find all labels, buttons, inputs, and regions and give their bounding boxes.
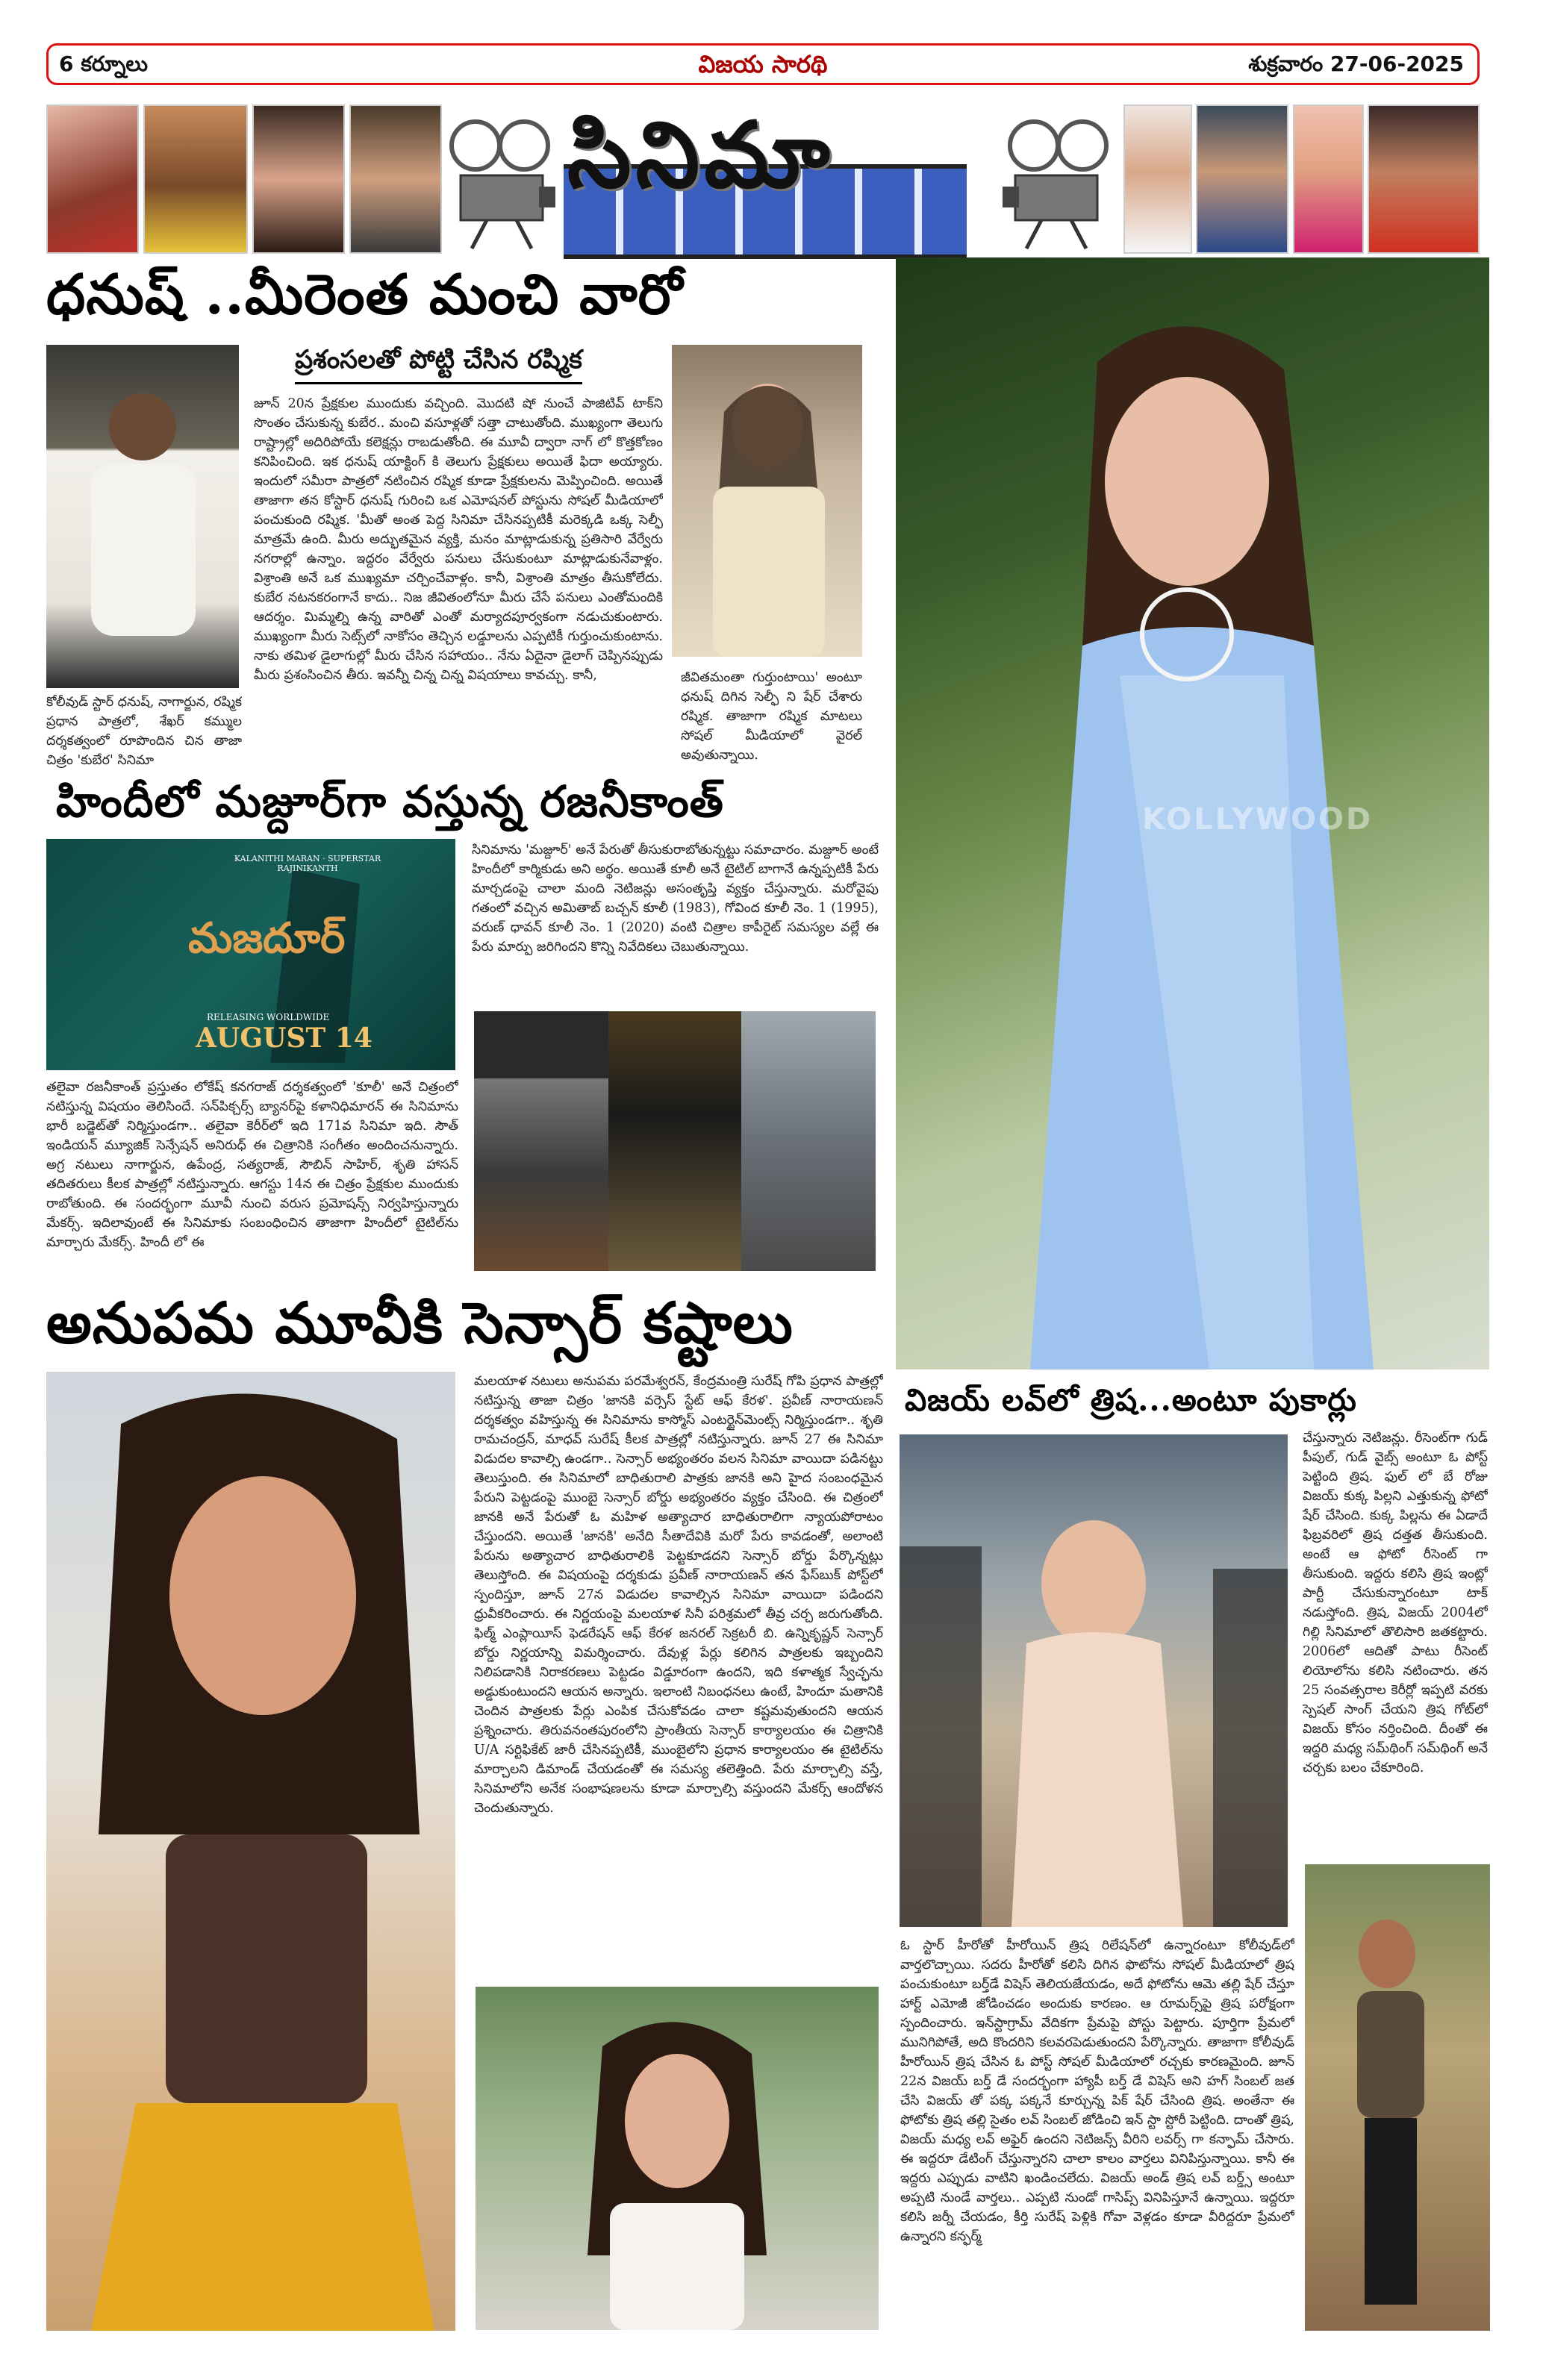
page-header-bar xyxy=(46,43,1480,85)
story3-headline: అనుపమ మూవీకి సెన్సార్ కష్టాలు xyxy=(46,1290,794,1356)
issue-date: శుక్రవారం 27-06-2025 xyxy=(1248,51,1464,76)
banner-thumb-6 xyxy=(1196,104,1288,254)
photo-watermark: KOLLYWOOD xyxy=(1142,802,1374,837)
dhanush-photo xyxy=(46,345,239,688)
story2-body2: తలైవా రజనీకాంత్ ప్రస్తుతం లోకేష్ కనగరాజ్ దర్శకత్వంలో 'కూలీ' అనే చిత్రంలో నటిస్తున్న విషయం తెలిసిందే. సన్‌పిక్చర్స్ బ్యానర్‌పై కళానిధిమారన్ ఈ సినిమాను భారీ బడ్జెట్‌తో నిర్మిస్తుండగా.. తలైవా కెరీర్‌లో ఇది 171వ సినిమా ఇది. సౌత్ ఇండియన్ మ్యూజిక్ సెన్సేషన్ అనిరుధ్ ఈ చిత్రానికి సంగీతం అందించనున్నారు. అగ్ర నటులు నాగార్జున, ఉపేంద్ర, సత్యరాజ్, సౌబిన్ సాహిర్, శృతి హాసన్ తదితరులు కీలక పాత్రల్లో నటిస్తున్నారు. ఆగస్టు 14న ఈ చిత్రం ప్రేక్షకుల ముందుకు రాబోతుంది. ఈ సందర్భంగా మూవీ నుంచి వరుస ప్రమోషన్స్ నిర్వహిస్తున్నారు మేకర్స్. ఇదిలావుంటే ఈ సినిమాకు సంబంధించిన తాజాగా హిందీలో టైటిల్‌ను మార్చారు మేకర్స్. హిందీ లో ఈ xyxy=(46,1080,458,1250)
banner-projector-left xyxy=(442,116,558,250)
story1-continuation: జీవితమంతా గుర్తుంటాయి' అంటూ ధనుష్ దిగిన సెల్ఫీ ని షేర్ చేశారు రష్మిక. తాజాగా రష్మిక మాటలు సోషల్ మీడియాలో వైరల్ అవుతున్నాయి. xyxy=(681,670,862,763)
banner-thumb-7 xyxy=(1293,104,1364,254)
story1-headline: ధనుష్ ..మీరెంత మంచి వారో xyxy=(46,263,684,327)
poster-credits: KALANITHI MARAN · SUPERSTAR RAJINIKANTH xyxy=(234,854,381,873)
coolie-collage-photo xyxy=(474,1011,876,1271)
banner-thumb-3 xyxy=(252,104,345,254)
actress-blue-saree-photo xyxy=(896,257,1489,1369)
story4-headline: విజయ్ లవ్‌లో త్రిష...అంటూ పుకార్లు xyxy=(905,1382,1357,1418)
trisha-dance-photo xyxy=(900,1434,1288,1927)
newspaper-name: విజయ సారథి xyxy=(698,50,828,78)
coolie-hindi-poster xyxy=(46,839,455,1070)
banner-thumb-5 xyxy=(1123,104,1192,254)
banner-thumb-1 xyxy=(46,104,139,254)
collage-center-panel xyxy=(608,1011,741,1271)
vijay-photo xyxy=(1305,1864,1490,2331)
rashmika-photo xyxy=(672,345,862,657)
story1-body: జూన్ 20న ప్రేక్షకుల ముందుకు వచ్చింది. మొదటి షో నుంచే పాజిటివ్ టాక్‌ని సొంతం చేసుకున్న కుబేర.. మంచి వసూళ్లతో సత్తా చాటుతోంది. ముఖ్యంగా తెలుగు రాష్ట్రాల్లో అదిరిపోయే కలెక్షన్లు రాబడుతోంది. ఈ మూవీ ద్వారా నాగ్ లో కొత్తకోణం కనిపించింది. ఇక ధనుష్ యాక్టింగ్ కి తెలుగు ప్రేక్షకులు అయితే ఫిదా అయ్యారు. ఇందులో సమీరా పాత్రలో నటించిన రష్మిక కూడా ప్రేక్షకులను మెప్పించింది. అయితే తాజాగా తన కోస్టార్ ధనుష్ గురించి ఒక ఎమోషనల్ పోస్టును సోషల్ మీడియాలో పంచుకుంది రష్మిక. 'మీతో అంత పెద్ద సినిమా చేసినప్పటికీ మరెక్కడి ఒక్క సెల్ఫీ మాత్రమే ఉంది. మీరు అద్భుతమైన వ్యక్తి, మనం మాట్లాడుకున్న ప్రతిసారి వేర్వేరు నగరాల్లో ఉన్నాం. ఇద్దరం వేర్వేరు పనులు చేసుకుంటూ మాట్లాడుకునేవాళ్లం. విశ్రాంతి అనే ఒక ముఖ్యమా చర్చించేవాళ్లం. కానీ, విశ్రాంతి మాత్రం తీసుకోలేదు. కుబేర నటనకరంగానే కాదు.. నిజ జీవితంలోనూ మీరు చేసే పనులు ఎంతోమందికి ఆదర్శం. మిమ్మల్ని ఉన్న వారితో ఎంతో మర్యాదపూర్వకంగా నడుచుకుంటారు. ముఖ్యంగా మీరు సెట్స్‌లో నాకోసం తెచ్చిన లడ్డూలను ఎప్పటికీ గుర్తుంచుకుంటాను. నాకు తమిళ డైలాగుల్లో మీరు చేసిన సహాయం.. నేను ఏదైనా డైలాగ్ చెప్పినప్పుడు మీరు ప్రశంసించిన తీరు. ఇవన్నీ చిన్న చిన్న విషయాలు కావచ్చు. కానీ, xyxy=(254,396,663,683)
banner-cinema-title: సినిమా xyxy=(567,101,835,208)
story1-caption: కోలీవుడ్ స్టార్ ధనుష్, నాగార్జున, రష్మిక ప్రధాన పాత్రలో, శేఖర్ కమ్ముల దర్శకత్వంలో రూపొందిన చిన తాజా చిత్రం 'కుబేర' సినిమా xyxy=(46,695,242,768)
banner-thumb-8 xyxy=(1368,104,1480,254)
story4-body-bottom: ఓ స్టార్ హీరోతో హీరోయిన్ త్రిష రిలేషన్‌లో ఉన్నారంటూ కోలీవుడ్‌లో వార్తలొచ్చాయి. సదరు హీరోతో కలిసి దిగిన ఫొటోను సోషల్ మీడియాలో త్రిష పంచుకుంటూ బర్త్‌డే విషెస్ తెలియజేయడం, అదే ఫోటోను ఆమె తల్లి షేర్ చేస్తూ హార్ట్ ఎమోజీ జోడించడం అందుకు కారణం. ఆ రూమర్స్‌పై త్రిష పరోక్షంగా స్పందించారు. ఇన్‌స్టాగ్రామ్ వేదికగా ప్రేమపై పోస్టు పెట్టారు. పూర్తిగా ప్రేమలో మునిగిపోతే, అది కొందరిని కలవరపెడుతుందని పేర్కొన్నారు. తాజాగా కోలీవుడ్ హీరోయిన్ త్రిష చేసిన ఓ పోస్ట్ సోషల్ మీడియాలో రచ్చకు కారణమైంది. జూన్ 22న విజయ్ బర్త్ డే సందర్భంగా హ్యాపీ బర్త్ డే విషెస్ అని హగ్ సింబల్ జత చేసి విజయ్ తో పక్క పక్కనే కూర్చున్న పిక్ షేర్ చేసింది త్రిష. అంతేనా ఈ ఫోటోకు త్రిష తల్లి సైతం లవ్ సింబల్ జోడించి ఇన్ స్టా స్టోరీ పెట్టింది. దాంతో త్రిష, విజయ్ మధ్య లవ్ అఫైర్ ఉందని నెటిజన్స్ వీరిని లవర్స్ గా కన్ఫామ్ చేసారు. ఈ ఇద్దరూ డేటింగ్ చేస్తున్నారని చాలా కాలం వార్తలు వినిపిస్తున్నాయి. కానీ ఈ ఇద్దరు ఎప్పుడు వాటిని ఖండించలేదు. విజయ్ అండ్ త్రిష లవ్ బర్డ్స్ అంటూ అప్పటి నుండే వార్తలు.. ఎప్పటి నుండో గాసిప్స్ వినిపిస్తూనే ఉన్నాయి. ఇద్దరూ కలిసి జర్నీ చేయడం, కీర్తి సురేష్ పెళ్లికి గోవా వెళ్లడం కూడా వీరిద్దరూ ప్రేమలో ఉన్నారని కన్ఫర్మ్ xyxy=(900,1938,1294,2244)
story2-body: సినిమాను 'మజ్దూర్' అనే పేరుతో తీసుకురాబోతున్నట్టు సమాచారం. మజ్దూర్ అంటే హిందీలో కార్మికుడు అని అర్థం. అయితే కూలీ అనే టైటిల్ బాగానే ఉన్నప్పటికీ పేరు మార్చడంపై చాలా మంది నెటిజన్లు అసంతృప్తి వ్యక్తం చేస్తున్నారు. మరోవైపు గతంలో వచ్చిన అమితాబ్ బచ్చన్ కూలీ (1983), గోవింద కూలీ నెం. 1 (1995), వరుణ్ ధావన్ కూలీ నెం. 1 (2020) వంటి చిత్రాల కాపీరైట్ సమస్యల వల్లే ఈ పేరు మార్పు జరిగిందని కొన్ని నివేదికలు చెబుతున్నాయి. xyxy=(472,843,879,955)
story1-subheadline: ప్రశంసలతో పోట్టి చేసిన రష్మిక xyxy=(295,345,582,384)
collage-left-panel xyxy=(474,1078,608,1271)
story2-headline: హిందీలో మజ్దూర్‌గా వస్తున్న రజనీకాంత్ xyxy=(56,776,724,827)
poster-title: మజదూర్ xyxy=(188,913,346,963)
collage-right-panel xyxy=(741,1011,876,1271)
story3-body: మలయాళ నటులు అనుపమ పరమేశ్వరన్, కేంద్రమంత్రి సురేష్ గోపి ప్రధాన పాత్రల్లో నటిస్తున్న తాజా చిత్రం 'జానకి వర్సెస్ స్టేట్ ఆఫ్ కేరళ'. ప్రవీణ్ నారాయణన్ దర్శకత్వం వహిస్తున్న ఈ సినిమాను కాస్మోస్ ఎంటర్టైన్‌మెంట్స్ నిర్మిస్తుండగా.. శృతి రామచంద్రన్, మాధవ్ సురేష్ కీలక పాత్రల్లో నటిస్తున్నారు. జూన్ 27 ఈ సినిమా విడుదల కావాల్సి ఉండగా.. సెన్సార్ అభ్యంతరం వలన సినిమా వాయిదా పడినట్టు తెలుస్తుంది. ఈ సినిమాలో బాధితురాలి పాత్రకు జానకి అని హైద సంబంధమైన పేరుని పెట్టడంపై ముంబై సెన్సార్ బోర్డు అభ్యంతరం వ్యక్తం చేసింది. ఈ చిత్రంలో జానకి అనే పేరుతో ఓ మహిళ అత్యాచార బాధితురాలిగా న్యాయపోరాటం చేస్తుందని. అయితే 'జానకి' అనేది సీతాదేవికి మరో పేరు కావడంతో, అలాంటి పేరును అత్యాచార బాధితురాలికి పెట్టకూడదని సెన్సార్ బోర్డు పేర్కొన్నట్లు తెలుస్తోంది. ఈ విషయంపై దర్శకుడు ప్రవీణ్ నారాయణన్ తన ఫేస్‌బుక్ పోస్ట్‌లో స్పందిస్తూ, జూన్ 27న విడుదల కావాల్సిన సినిమా వాయిదా పడిందని ధ్రువీకరించారు. ఈ నిర్ణయంపై మలయాళ సినీ పరిశ్రమలో తీవ్ర చర్చ జరుగుతోంది. ఫిల్మ్ ఎంప్లాయీస్ ఫెడరేషన్ ఆఫ్ కేరళ జనరల్ సెక్రటరీ బి. ఉన్నికృష్ణన్ సెన్సార్ బోర్డు నిర్ణయాన్ని విమర్శించారు. దేవుళ్ల పేర్లు కలిగిన పాత్రలకు ఇబ్బందిని నిలిపడానికి నిరాకరణలు పెట్టడం విడ్డూరంగా ఉందని, ఇది కళాత్మక స్వేచ్ఛను అడ్డుకుంటుందని ఆయన అన్నారు. ఇలాంటి నిబంధనలు ఉంటే, హిందూ మతానికి చెందిన పాత్రలకు పేర్లు ఎంపిక చేసుకోవడం చాలా కష్టమవుతుందని ఆయన ప్రశ్నించారు. తిరువనంతపురంలోని ప్రాంతీయ సెన్సార్ కార్యాలయం ఈ చిత్రానికి U/A సర్టిఫికేట్ జారీ చేసినప్పటికీ, ముంబైలోని ప్రధాన కార్యాలయం ఈ టైటిల్‌ను మార్చాలని డిమాండ్ చేయడంతో ఈ సమస్య తలెత్తింది. పేరు మార్చాల్సి వస్తే, సినిమాలోని అనేక సంభాషణలను కూడా మార్చాల్సి వస్తుందని మేకర్స్ ఆందోళన చెందుతున్నారు. xyxy=(474,1374,883,1816)
page-number: 6 కర్నూలు xyxy=(59,51,148,76)
poster-date: AUGUST 14 xyxy=(196,1022,372,1054)
story4-body-right: చేస్తున్నారు నెటిజన్లు. రీసెంట్‌గా గుడ్ పీపుల్, గుడ్ వైబ్స్ అంటూ ఓ పోస్ట్ పెట్టింది త్రిష. ఫుల్ లో బే రోజు విజయ్ కుక్క పిల్లని ఎత్తుకున్న ఫోటో షేర్ చేసింది. కుక్క పిల్లను ఈ ఏడాదే ఫిబ్రవరిలో త్రిష దత్తత తీసుకుంది. అంటే ఆ ఫోటో రీసెంట్ గా తీసుకుంది. ఇద్దరు కలిసి త్రిష ఇంట్లో పార్టీ చేసుకున్నారంటూ టాక్ నడుస్తోంది. త్రిష, విజయ్ 2004లో గిల్లి సినిమాలో తొలిసారి జతకట్టారు. 2006లో ఆదితో పాటు రీసెంట్ లియోలోను కలిసి నటించారు. తన 25 సంవత్సరాల కెరీర్లో ఇప్పటి వరకు స్పెషల్ సాంగ్ చేయని త్రిష గోట్‌లో విజయ్ కోసం నర్తించింది. దీంతో ఈ ఇద్దరి మధ్య సమ్‌థింగ్ సమ్‌థింగ్ అనే చర్చకు బలం చేకూరింది. xyxy=(1303,1431,1488,1775)
anupama-main-photo xyxy=(46,1372,455,2331)
poster-release: RELEASING WORLDWIDE xyxy=(207,1012,330,1022)
banner-thumb-2 xyxy=(143,104,248,254)
banner-projector-right xyxy=(1000,116,1116,250)
anupama-second-photo xyxy=(476,1987,879,2330)
banner-thumb-4 xyxy=(349,104,442,254)
